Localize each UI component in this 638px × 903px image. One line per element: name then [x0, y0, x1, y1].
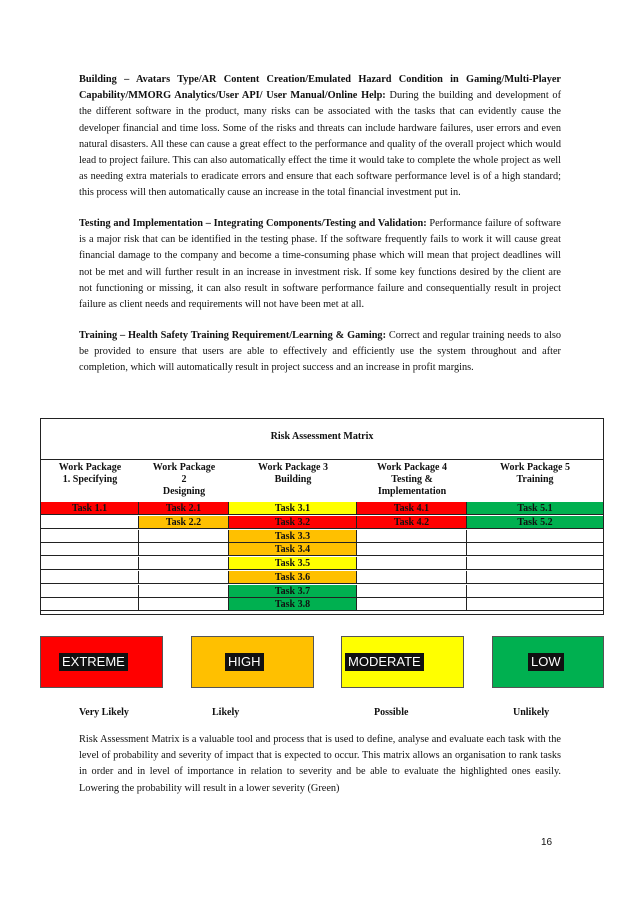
likelihood-very-likely: Very Likely [79, 707, 129, 718]
empty-cell [139, 543, 229, 556]
table-row [40, 585, 604, 598]
table-row [40, 557, 604, 570]
empty-cell [357, 585, 467, 598]
likelihood-likely: Likely [212, 707, 240, 718]
empty-cell [467, 530, 604, 543]
empty-cell [139, 571, 229, 584]
matrix-description: Risk Assessment Matrix is a valuable tool and process that is used to define, analyse and evaluate each task with the level of probability and severity of impact that is expected to occur. This matrix allows an organisation to rank tasks in order and in level of importance in relation to severity and be able to evaluate the highlighted ones easily. Lowering the probability will result in a lower severity (Green) [79, 734, 561, 794]
header-2-line1: Work Package [152, 462, 216, 473]
legend-moderate-label: MODERATE [345, 653, 424, 671]
empty-cell [40, 571, 139, 584]
empty-cell [467, 557, 604, 570]
empty-cell [40, 598, 139, 611]
empty-cell [139, 530, 229, 543]
task-cell: Task 3.2 [229, 516, 357, 529]
header-work-package-4 [357, 462, 467, 502]
task-cell: Task 1.1 [40, 502, 139, 515]
header-work-package-2 [139, 462, 229, 502]
task-cell: Task 3.7 [229, 585, 357, 598]
page-number: 16 [541, 837, 553, 848]
table-row [40, 571, 604, 584]
table-row [40, 598, 604, 611]
legend-moderate-box [341, 636, 464, 688]
empty-cell [40, 530, 139, 543]
legend-extreme-box [40, 636, 163, 688]
table-row [40, 516, 604, 529]
training-heading: Training – Health Safety Training Requirement/Learning & Gaming: [79, 330, 386, 341]
empty-cell [40, 557, 139, 570]
empty-cell [467, 543, 604, 556]
header-work-package-3 [229, 462, 357, 502]
header-2-line2: 2 [181, 474, 187, 485]
likelihood-possible: Possible [374, 707, 409, 718]
header-2-line3: Designing [162, 486, 206, 497]
task-cell: Task 2.2 [139, 516, 229, 529]
training-paragraph [79, 328, 561, 377]
legend-low-label: LOW [528, 653, 564, 671]
empty-cell [357, 543, 467, 556]
header-4-line1: Work Package 4 [377, 462, 447, 473]
legend-low-box [492, 636, 604, 688]
testing-heading: Testing and Implementation – Integrating Components/Testing and Validation: [79, 218, 427, 229]
table-row [40, 543, 604, 556]
header-5-line1: Work Package 5 [500, 462, 570, 473]
testing-body: Performance failure of software is a major risk that can be identified in the testing phase. If the software frequently fails to work it will cause great financial damage to the company and become a time-consuming phase which will mean that project deadlines will not be met and will further result in an increase in investment risk. If some key functions desired by the client are not functioning or missing, it can also result in software performance failure and consequentially result in project failure as client needs and requirements will not have been met at all. [79, 218, 561, 311]
table-row [40, 502, 604, 515]
empty-cell [139, 557, 229, 570]
empty-cell [139, 598, 229, 611]
likelihood-unlikely: Unlikely [513, 707, 550, 718]
task-cell: Task 3.8 [229, 598, 357, 611]
empty-cell [357, 557, 467, 570]
empty-cell [467, 585, 604, 598]
empty-cell [357, 530, 467, 543]
task-cell: Task 5.1 [467, 502, 604, 515]
task-cell: Task 4.1 [357, 502, 467, 515]
task-cell: Task 2.1 [139, 502, 229, 515]
legend-high-box [191, 636, 314, 688]
task-cell: Task 3.1 [229, 502, 357, 515]
task-cell: Task 3.5 [229, 557, 357, 570]
empty-cell [357, 571, 467, 584]
legend-extreme-label: EXTREME [59, 653, 128, 671]
task-cell: Task 3.4 [229, 543, 357, 556]
empty-cell [139, 585, 229, 598]
header-4-line3: Implementation [377, 486, 447, 497]
legend-high-label: HIGH [225, 653, 264, 671]
header-1-line1: Work Package [58, 462, 122, 473]
task-cell: Task 3.3 [229, 530, 357, 543]
task-cell: Task 3.6 [229, 571, 357, 584]
matrix-title: Risk Assessment Matrix [270, 431, 374, 442]
building-body: During the building and development of the different software in the product, many risks can be associated with the tasks that can evidently cause the developer financial and time loss. Some of the risks and threats can include hardware failures, user errors and even natural disasters. All these can cause a great effect to the performance and quality of the overall project which would lead to project failure. This can also automatically effect the time it would take to complete the whole project as well as needing extra materials to eradicate errors and ensure that each software performance level is of a high standard; this process will then automatically cause an increase in the total financial investment put in. [79, 90, 562, 199]
empty-cell [40, 516, 139, 529]
empty-cell [40, 585, 139, 598]
table-row [40, 530, 604, 543]
training-body: Correct and regular training needs to also be provided to ensure that users are able to effectively and efficiently use the system throughout and after completion, which will automatically result in project success and an increase in profit margins. [79, 330, 561, 374]
empty-cell [40, 543, 139, 556]
header-1-line2: 1. Specifying [62, 474, 118, 485]
building-paragraph [79, 72, 561, 202]
building-heading: Building – Avatars Type/AR Content Creation/Emulated Hazard Condition in Gaming/Multi-Player Capability/MMORG Analytics/User API/ User Manual/Online Help: [79, 74, 561, 102]
matrix-title-divider [41, 459, 603, 460]
empty-cell [467, 571, 604, 584]
header-3-line1: Work Package 3 [258, 462, 328, 473]
header-work-package-1 [41, 462, 139, 502]
header-3-line2: Building [274, 474, 312, 485]
empty-cell [467, 598, 604, 611]
testing-paragraph [79, 216, 561, 313]
empty-cell [357, 598, 467, 611]
header-4-line2: Testing & [391, 474, 433, 485]
task-cell: Task 4.2 [357, 516, 467, 529]
header-5-line2: Training [516, 474, 554, 485]
task-cell: Task 5.2 [467, 516, 604, 529]
header-work-package-5 [467, 462, 603, 502]
